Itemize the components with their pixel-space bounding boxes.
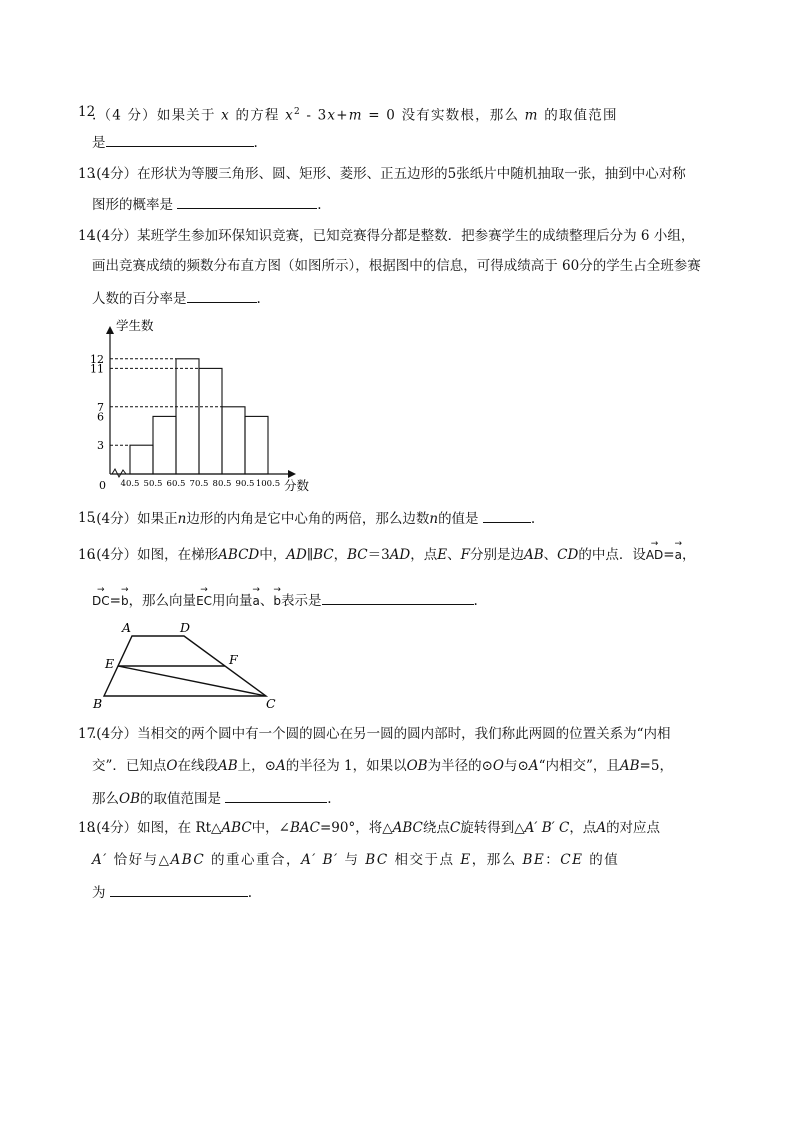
answer-blank-16[interactable] xyxy=(322,590,474,605)
histogram-bars xyxy=(130,359,268,474)
answer-blank-13[interactable] xyxy=(177,194,317,209)
label-f: F xyxy=(229,652,238,667)
vector-ec: → EC xyxy=(196,591,212,611)
question-15-line-1: .(4分）如果正n边形的内角是它中心角的两倍，那么边数n的值是 . xyxy=(92,508,734,529)
question-17-line-2: 交”．已知点O在线段AB上，⊙A的半径为 1，如果以OB为半径的⊙O与⊙A“内相交”，且AB=5， xyxy=(92,758,673,774)
histogram-bar xyxy=(130,445,153,474)
question-12-line-2: 是 . xyxy=(92,132,734,153)
label-d: D xyxy=(180,620,191,635)
question-16-line-2: → DC=→ b，那么向量→ EC用向量→ a、→ b表示是 . xyxy=(92,590,734,611)
answer-blank-17[interactable] xyxy=(225,788,327,803)
histogram-bar xyxy=(199,368,222,474)
question-18-line-3: 为 . xyxy=(92,882,734,903)
label-a: A xyxy=(122,620,132,635)
question-17-number: 17 xyxy=(78,726,96,742)
x-tick-label: 50.5 xyxy=(143,479,163,489)
question-16-number: 16 xyxy=(78,547,96,563)
label-c: C xyxy=(266,696,276,711)
frequency-histogram xyxy=(88,314,328,494)
x-tick-label: 90.5 xyxy=(235,479,255,489)
histogram-y-label: 学生数 xyxy=(116,318,154,333)
label-b: B xyxy=(93,696,103,711)
histogram-bar xyxy=(153,416,176,474)
histogram-x-ticks xyxy=(121,479,281,489)
question-18-line-2: A′ 恰好与△ABC 的重心重合，A′ B′ 与 BC 相交于点 E，那么 BE：CE 的值 xyxy=(92,852,620,868)
histogram-y-ticks xyxy=(90,353,104,452)
segment-ec xyxy=(118,666,266,696)
vector-b: → b xyxy=(121,591,129,611)
y-axis-arrow xyxy=(106,326,114,334)
y-tick-label: 11 xyxy=(90,362,104,376)
x-axis-arrow xyxy=(288,470,296,478)
question-13-line-1: .(4分）在形状为等腰三角形、圆、矩形、菱形、正五边形的5张纸片中随机抽取一张，抽到中心对称 xyxy=(92,166,686,182)
vector-ad: → AD xyxy=(646,545,663,565)
y-tick-label: 12 xyxy=(90,352,104,366)
x-tick-label: 80.5 xyxy=(212,479,232,489)
question-13-number: 13 xyxy=(78,166,96,182)
question-16-line-1: .(4分）如图，在梯形ABCD中，AD∥BC，BC＝3AD，点E、F分别是边AB、CD的中点．设→ AD=→ a， xyxy=(92,545,734,565)
y-tick-label: 7 xyxy=(97,400,104,414)
answer-blank-12[interactable] xyxy=(106,132,254,147)
question-14-line-2: 画出竞赛成绩的频数分布直方图（如图所示），根据图中的信息，可得成绩高于 60分的学生占全班参赛 xyxy=(92,258,701,274)
vector-b-2: → b xyxy=(273,591,281,611)
x-axis-break xyxy=(112,469,126,477)
answer-blank-18[interactable] xyxy=(110,882,248,897)
question-18-number: 18 xyxy=(78,820,96,836)
question-18-line-1: .(4分）如图，在 Rt△ABC中，∠BAC=90°，将△ABC绕点C旋转得到△A′ B′ C，点A的对应点 xyxy=(92,820,661,836)
vector-a-2: → a xyxy=(253,591,260,611)
question-12-line-1: .（4 分）如果关于 x 的方程 $x^2 - 3x+m = 0$ 没有实数根，那么 m 的取值范围 xyxy=(92,107,618,124)
question-14-line-1: .(4分）某班学生参加环保知识竞赛，已知竞赛得分都是整数．把参赛学生的成绩整理后分为 6 小组， xyxy=(92,228,695,244)
answer-blank-15[interactable] xyxy=(483,508,531,523)
histogram-dashed-guides xyxy=(110,359,222,445)
question-13-line-2: 图形的概率是 . xyxy=(92,194,734,215)
x-tick-label: 40.5 xyxy=(120,479,140,489)
question-14-number: 14 xyxy=(78,228,96,244)
histogram-bar xyxy=(245,416,268,474)
y-tick-label: 3 xyxy=(97,439,104,453)
y-tick-label: 6 xyxy=(97,410,104,424)
question-12-number: 12 xyxy=(78,104,96,120)
histogram-bar xyxy=(176,359,199,474)
vector-dc: → DC xyxy=(92,591,110,611)
question-17-line-3: 那么OB的取值范围是 . xyxy=(92,788,734,809)
vector-a: → a xyxy=(675,545,682,565)
x-tick-label: 70.5 xyxy=(189,479,209,489)
question-14-line-3: 人数的百分率是 . xyxy=(92,288,734,309)
question-15-number: 15 xyxy=(78,510,96,526)
x-tick-label: 60.5 xyxy=(166,479,186,489)
trapezoid-figure xyxy=(90,618,290,714)
histogram-bar xyxy=(222,407,245,474)
x-tick-label: 100.5 xyxy=(255,479,281,489)
question-17-line-1: .(4分）当相交的两个圆中有一个圆的圆心在另一圆的圆内部时，我们称此两圆的位置关系为“内相 xyxy=(92,726,671,742)
histogram-origin-label: 0 xyxy=(99,479,106,492)
answer-blank-14[interactable] xyxy=(187,288,257,303)
label-e: E xyxy=(105,656,115,671)
histogram-x-label: 分数 xyxy=(284,478,310,493)
